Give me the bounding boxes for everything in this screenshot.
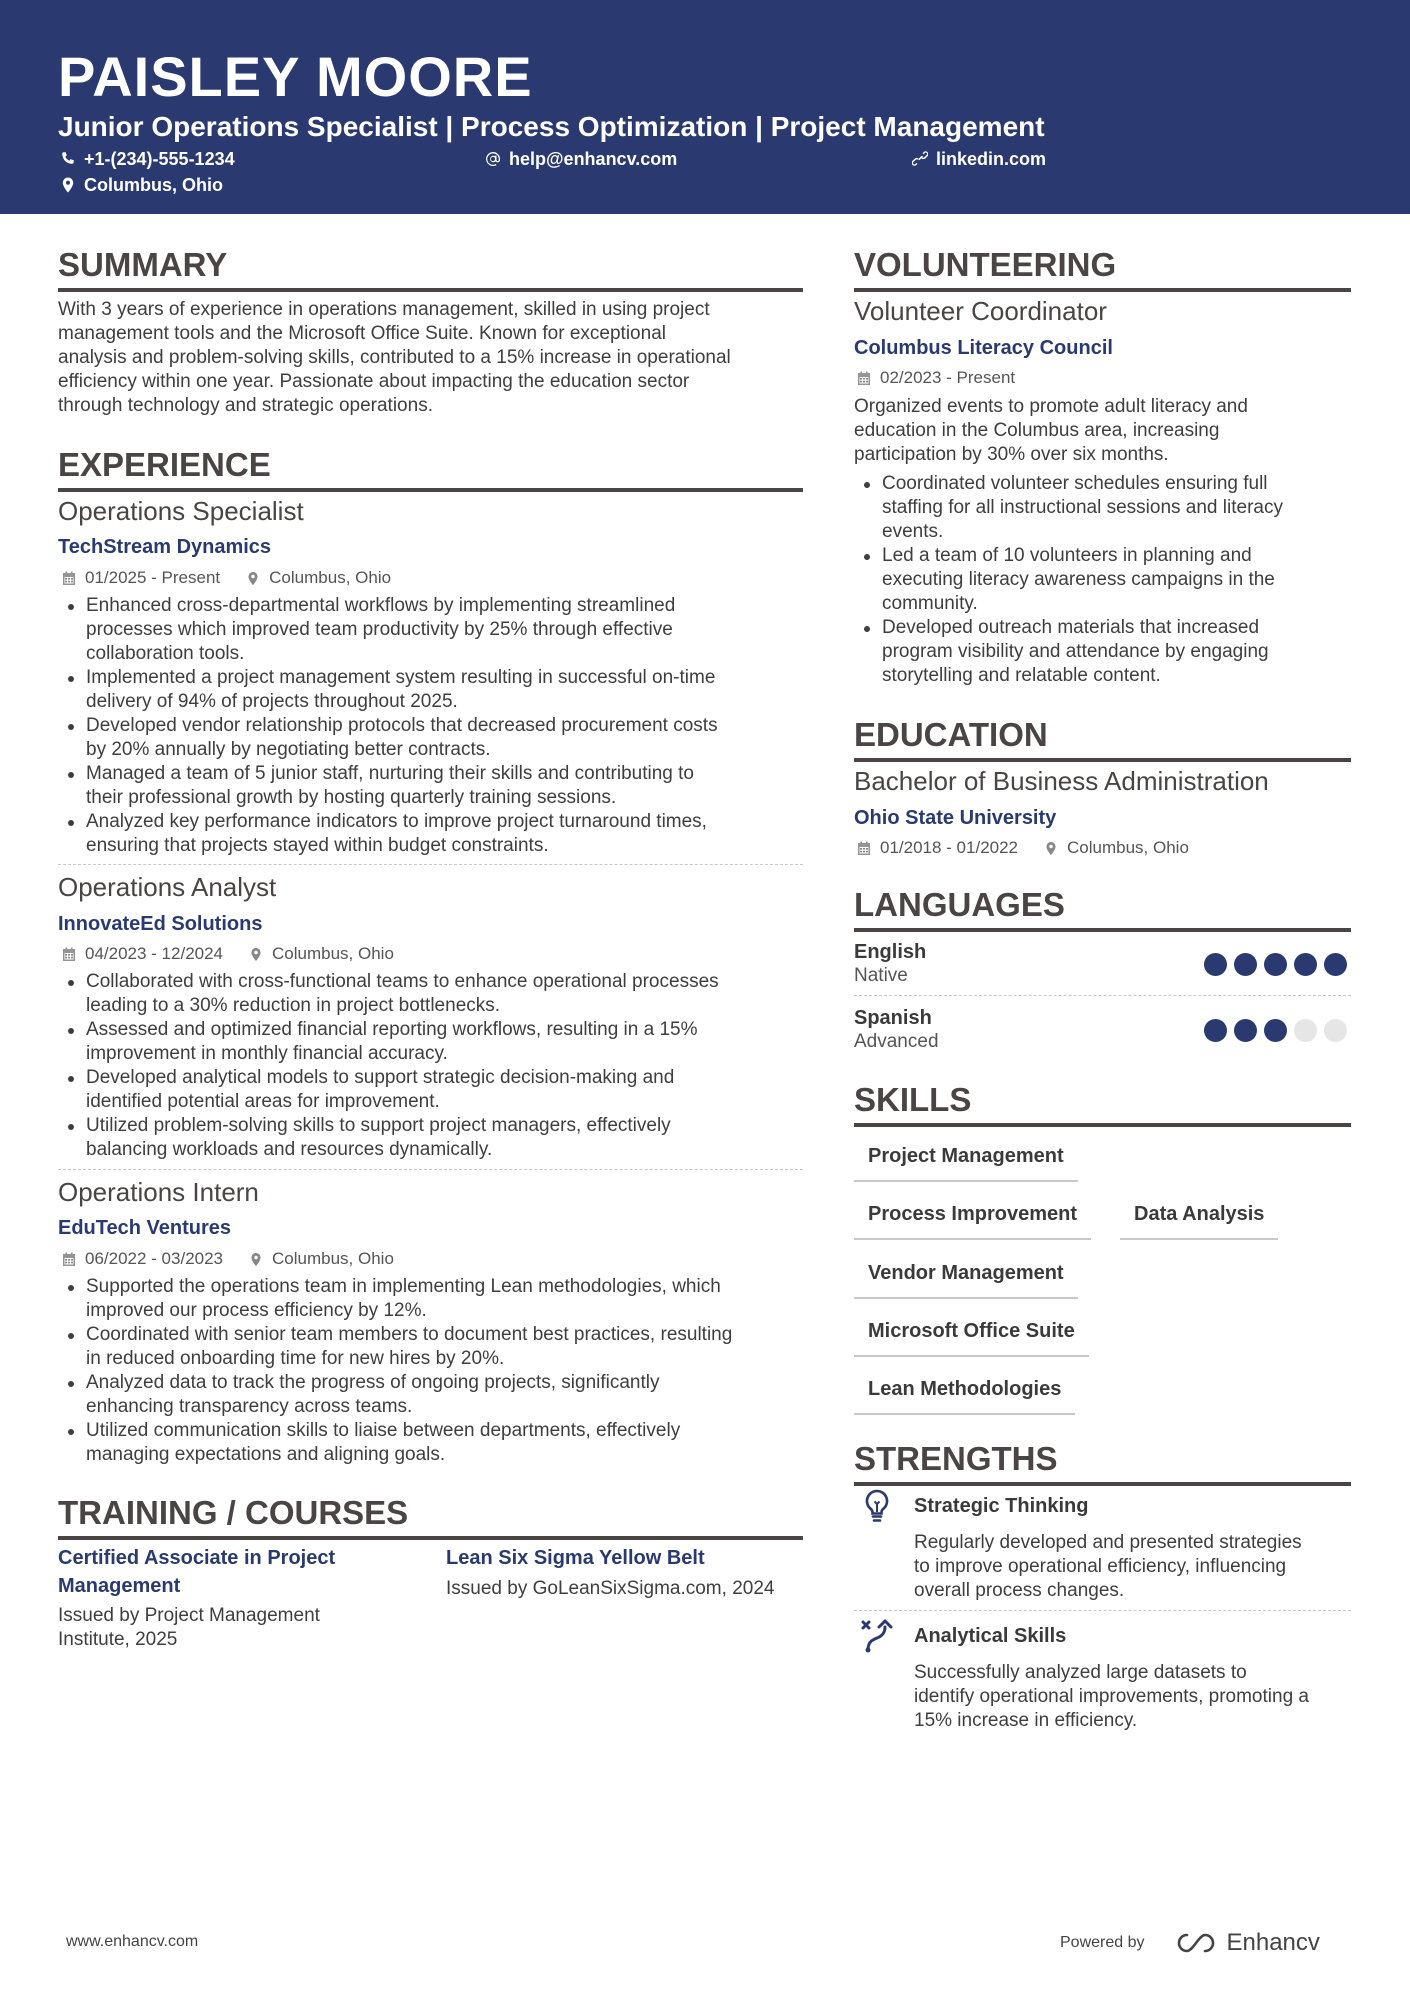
volunteer-description: Organized events to promote adult literacy and education in the Columbus area, increasing participation by 30% over six months. (854, 396, 1248, 465)
entry-divider (854, 995, 1351, 996)
linkedin-text[interactable]: linkedin.com (936, 149, 1047, 169)
location-pin-icon (246, 571, 260, 586)
training-heading: TRAINING / COURSES (58, 1494, 803, 1540)
course-issuer: Issued by Project Management Institute, 2025 (58, 1605, 320, 1650)
candidate-headline: Junior Operations Specialist | Process Optimization | Project Management (58, 111, 1045, 142)
skill-tag: Vendor Management (854, 1261, 1078, 1299)
education-meta (857, 837, 1189, 859)
summary-line: efficiency within one year. Passionate about impacting the education sector (58, 371, 690, 392)
job-bullets (58, 970, 818, 1162)
language-level: Native (854, 965, 908, 986)
footer-website[interactable]: www.enhancv.com (66, 1933, 199, 1950)
job-dates: 04/2023 - 12/2024 (85, 944, 224, 963)
skill-tag: Project Management (854, 1144, 1078, 1182)
lightbulb-icon (860, 1488, 894, 1524)
phone-text: +1-(234)-555-1234 (84, 149, 235, 169)
calendar-icon (62, 571, 76, 586)
skill-tag: Process Improvement (854, 1202, 1091, 1240)
rating-dot-filled (1204, 953, 1227, 976)
rating-dot-filled (1264, 1019, 1287, 1042)
job-location: Columbus, Ohio (272, 1249, 394, 1268)
phone-icon (60, 151, 76, 167)
list-item: Developed analytical models to support strategic decision-making and identified potential areas for improvement. (58, 1066, 818, 1114)
calendar-icon (62, 947, 76, 962)
job-company: InnovateEd Solutions (58, 913, 263, 935)
skill-tag: Lean Methodologies (854, 1377, 1075, 1415)
calendar-icon (62, 1252, 76, 1267)
candidate-name: PAISLEY MOORE (58, 45, 533, 108)
strengths-heading: STRENGTHS (854, 1440, 1351, 1486)
email-text[interactable]: help@enhancv.com (509, 149, 678, 169)
rating-dot-empty (1324, 1019, 1347, 1042)
rating-dot-filled (1294, 953, 1317, 976)
education-heading: EDUCATION (854, 716, 1351, 762)
powered-by-text: Powered by (1060, 1934, 1145, 1951)
language-rating (1204, 953, 1347, 976)
strength-title: Analytical Skills (914, 1625, 1067, 1647)
calendar-icon (857, 841, 871, 856)
location-pin-icon (249, 1252, 263, 1267)
job-company: TechStream Dynamics (58, 536, 272, 558)
list-item: Coordinated volunteer schedules ensuring full staffing for all instructional sessions and literacy events. (854, 472, 1354, 544)
strength-description: Regularly developed and presented strategies to improve operational efficiency, influencing overall process changes. (914, 1532, 1302, 1601)
list-item: Collaborated with cross-functional teams to enhance operational processes leading to a 30% reduction in project bottlenecks. (58, 970, 818, 1018)
contact-phone (60, 148, 235, 170)
rating-dot-filled (1324, 953, 1347, 976)
list-item: Utilized communication skills to liaise between departments, effectively managing expectations and aligning goals. (58, 1419, 818, 1467)
course-issuer: Issued by GoLeanSixSigma.com, 2024 (446, 1578, 775, 1599)
rating-dot-empty (1294, 1019, 1317, 1042)
education-location: Columbus, Ohio (1067, 838, 1189, 857)
language-name: Spanish (854, 1007, 932, 1029)
volunteer-org: Columbus Literacy Council (854, 337, 1113, 359)
education-school: Ohio State University (854, 807, 1057, 829)
contact-email[interactable] (485, 148, 677, 170)
location-pin-icon (1044, 841, 1058, 856)
summary-line: With 3 years of experience in operations management, skilled in using project (58, 299, 710, 320)
list-item: Implemented a project management system resulting in successful on-time delivery of 94% of projects throughout 2025. (58, 666, 818, 714)
job-meta (62, 567, 391, 589)
skills-heading: SKILLS (854, 1081, 1351, 1127)
volunteer-dates: 02/2023 - Present (880, 368, 1016, 387)
link-icon (912, 151, 928, 167)
rating-dot-filled (1234, 953, 1257, 976)
languages-heading: LANGUAGES (854, 886, 1351, 932)
brand-name: Enhancv (1226, 1929, 1320, 1956)
list-item: Led a team of 10 volunteers in planning and executing literacy awareness campaigns in the community. (854, 544, 1354, 616)
footer-branding (1060, 1929, 1320, 1957)
job-meta (62, 943, 394, 965)
entry-divider (854, 1610, 1351, 1611)
job-dates: 01/2025 - Present (85, 568, 221, 587)
course-title: Certified Associate in Project Management (58, 1547, 336, 1597)
list-item: Managed a team of 5 junior staff, nurturing their skills and contributing to their professional growth by hosting quarterly training sessions. (58, 762, 818, 810)
skill-tag: Data Analysis (1120, 1202, 1278, 1240)
summary-heading: SUMMARY (58, 246, 803, 292)
rating-dot-filled (1234, 1019, 1257, 1042)
experience-heading: EXPERIENCE (58, 446, 803, 492)
skill-tag: Microsoft Office Suite (854, 1319, 1089, 1357)
job-bullets (58, 1275, 818, 1467)
list-item: Enhanced cross-departmental workflows by implementing streamlined processes which improved team productivity by 25% through effective collaboration tools. (58, 594, 818, 666)
summary-line: management tools and the Microsoft Office Suite. Known for exceptional (58, 323, 666, 344)
education-degree: Bachelor of Business Administration (854, 766, 1269, 796)
language-rating (1204, 1019, 1347, 1042)
rating-dot-filled (1264, 953, 1287, 976)
calendar-icon (857, 371, 871, 386)
list-item: Analyzed data to track the progress of ongoing projects, significantly enhancing transparency across teams. (58, 1371, 818, 1419)
education-dates: 01/2018 - 01/2022 (880, 838, 1019, 857)
job-dates: 06/2022 - 03/2023 (85, 1249, 224, 1268)
list-item: Coordinated with senior team members to document best practices, resulting in reduced onboarding time for new hires by 20%. (58, 1323, 818, 1371)
job-role: Operations Specialist (58, 496, 304, 526)
summary-line: analysis and problem-solving skills, contributed to a 15% increase in operational (58, 347, 731, 368)
at-sign-icon (485, 151, 501, 167)
contact-linkedin[interactable] (912, 148, 1046, 170)
job-location: Columbus, Ohio (269, 568, 392, 587)
language-level: Advanced (854, 1031, 939, 1052)
location-text: Columbus, Ohio (84, 175, 223, 195)
list-item: Assessed and optimized financial reporting workflows, resulting in a 15% improvement in monthly financial accuracy. (58, 1018, 818, 1066)
summary-line: through technology and strategic operations. (58, 395, 433, 416)
job-location: Columbus, Ohio (272, 944, 394, 963)
resume-header (0, 0, 1410, 214)
rating-dot-filled (1204, 1019, 1227, 1042)
job-company: EduTech Ventures (58, 1217, 232, 1239)
entry-divider (58, 864, 803, 865)
enhancv-logo[interactable] (1173, 1929, 1320, 1957)
volunteer-role: Volunteer Coordinator (854, 296, 1107, 326)
entry-divider (58, 1169, 803, 1170)
strength-description: Successfully analyzed large datasets to identify operational improvements, promoting a 15% increase in efficiency. (914, 1662, 1309, 1731)
volunteering-heading: VOLUNTEERING (854, 246, 1351, 292)
enhancv-logo-icon (1173, 1931, 1219, 1955)
course-title: Lean Six Sigma Yellow Belt (446, 1547, 705, 1569)
location-pin-icon (249, 947, 263, 962)
list-item: Utilized problem-solving skills to support project managers, effectively balancing workloads and resources dynamically. (58, 1114, 818, 1162)
job-role: Operations Intern (58, 1177, 259, 1207)
job-meta (62, 1248, 394, 1270)
list-item: Supported the operations team in implementing Lean methodologies, which improved our process efficiency by 12%. (58, 1275, 818, 1323)
volunteer-bullets (854, 472, 1354, 688)
strategy-route-icon (860, 1618, 894, 1654)
volunteer-meta (857, 367, 1015, 389)
strength-title: Strategic Thinking (914, 1495, 1089, 1517)
language-name: English (854, 941, 927, 963)
summary-text (58, 298, 818, 418)
list-item: Developed outreach materials that increased program visibility and attendance by engaging storytelling and relatable content. (854, 616, 1354, 688)
list-item: Developed vendor relationship protocols that decreased procurement costs by 20% annually by negotiating better contracts. (58, 714, 818, 762)
job-role: Operations Analyst (58, 872, 277, 902)
location-pin-icon (60, 177, 76, 193)
contact-location (60, 174, 223, 196)
list-item: Analyzed key performance indicators to improve project turnaround times, ensuring that projects stayed within budget constraints. (58, 810, 818, 858)
job-bullets (58, 594, 818, 858)
